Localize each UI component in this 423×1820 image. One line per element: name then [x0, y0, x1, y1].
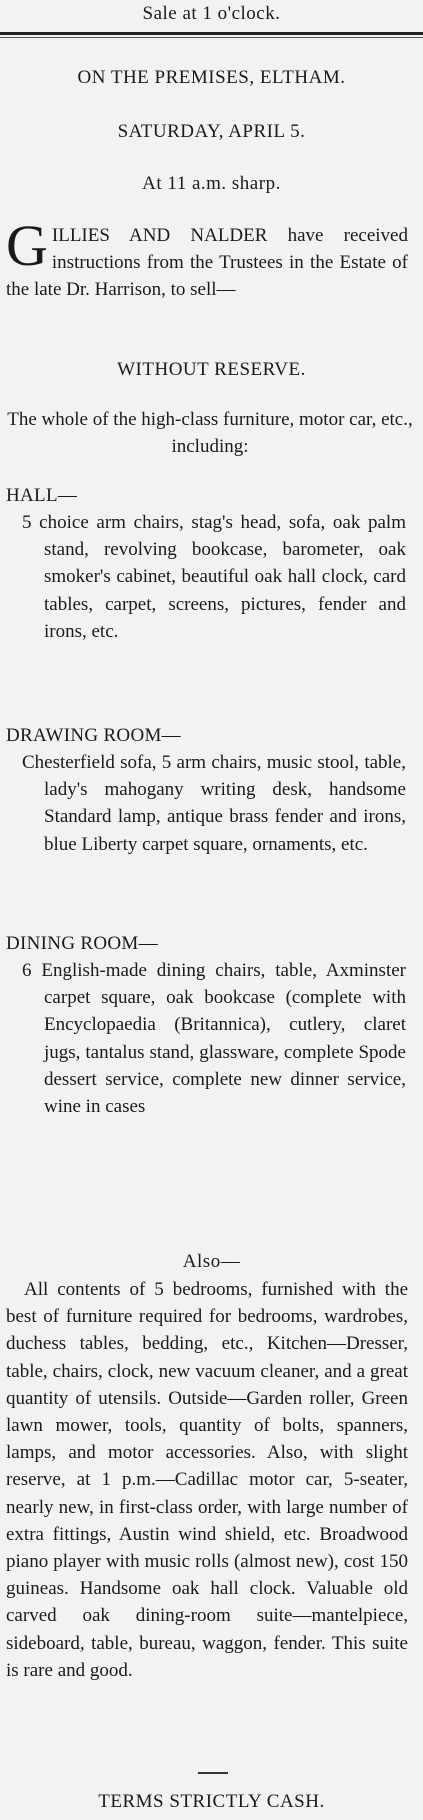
section-title-hall: HALL—	[6, 485, 78, 506]
section-body-hall	[22, 509, 406, 645]
sale-time: Sale at 1 o'clock.	[142, 3, 281, 24]
section-title-drawing-room: DRAWING ROOM—	[6, 725, 181, 746]
terms-line: TERMS STRICTLY CASH.	[98, 1791, 325, 1812]
section-title-dining-room: DINING ROOM—	[6, 933, 158, 954]
summary-text: The whole of the high-class furniture, motor car, etc., including:	[7, 409, 413, 458]
time-line: At 11 a.m. sharp.	[142, 173, 281, 194]
also-heading: Also—	[182, 1251, 241, 1272]
section-body-dining-room	[22, 957, 406, 1120]
intro-paragraph	[6, 213, 408, 304]
section-body-drawing-room	[22, 749, 406, 858]
also-paragraph	[6, 1276, 408, 1684]
hall-items: 5 choice arm chairs, stag's head, sofa, oak palm stand, revolving bookcase, barometer, oak smoker's cabinet, beautiful oak hall clock, card tables, carpet, screens, pictures, fender and irons, etc.	[22, 512, 406, 642]
intro-text: ILLIES AND NALDER have received instructions from the Trustees in the Estate of the late Dr. Harrison, to sell—	[6, 225, 408, 301]
date-line: SATURDAY, APRIL 5.	[117, 121, 306, 142]
divider-rule	[198, 1772, 228, 1774]
also-text: All contents of 5 bedrooms, furnished with the best of furniture required for bedrooms, wardrobes, duchess tables, bedding, etc., Kitchen—Dresser, table, chairs, clock, new vacuum cleaner, and a great quantity of utensils. Outside—Garden roller, Green lawn mower, tools, quantity of bolts, spanners, lamps, and motor accessories. Also, with slight reserve, at 1 p.m.—Cadillac motor car, 5-seater, nearly new, in first-class order, with large number of extra fittings, Austin wind shield, etc. Broadwood piano player with music rolls (almost new), cost 150 guineas. Handsome oak hall clock. Valuable old carved oak dining-room suite—mantelpiece, sideboard, table, bureau, waggon, fender. This suite is rare and good.	[6, 1279, 408, 1681]
top-rule	[0, 32, 423, 35]
dining-room-items: 6 English-made dining chairs, table, Axminster carpet square, oak bookcase (complete with Encyclopaedia (Britannica), cutlery, claret jugs, tantalus stand, glassware, complete Spode dessert service, complete new dinner service, wine in cases	[22, 960, 406, 1118]
top-rule-thin	[0, 37, 423, 38]
reserve-heading: WITHOUT RESERVE.	[117, 359, 306, 380]
drop-cap: G	[6, 213, 48, 278]
location-line: ON THE PREMISES, ELTHAM.	[77, 67, 346, 88]
drawing-room-items: Chesterfield sofa, 5 arm chairs, music stool, table, lady's mahogany writing desk, handsome Standard lamp, antique brass fender and irons, blue Liberty carpet square, ornaments, etc.	[22, 752, 406, 855]
